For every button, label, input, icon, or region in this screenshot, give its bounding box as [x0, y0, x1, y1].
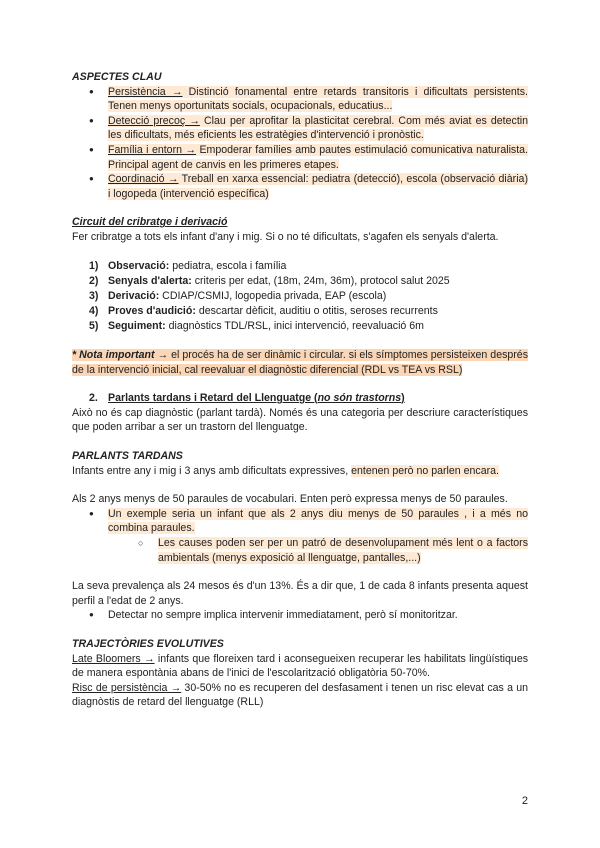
circuit-intro: Fer cribratge a tots els infant d'any i mig. Si o no té dificultats, s'agafen els senyals d'alerta. [72, 230, 499, 243]
parlants-list-2 [72, 608, 528, 623]
trajectory-persistence: Risc de persistència → 30-50% no es recuperen del desfasament i tenen un risc elevat cas a un diagnòstis de retard del llenguatge (RLL) [72, 681, 528, 709]
section-2-heading: 2. Parlants tardans i Retard del Llenguatge (no són trastorns) [89, 392, 405, 405]
list-item: ● Coordinació → Treball en xarxa essencial: pediatra (detecció), escola (observació diària) i logopeda (intervenció específica) [72, 172, 528, 201]
page-number: 2 [521, 795, 528, 807]
parlants-list [72, 507, 528, 565]
list-item: 1) Observació: pediatra, escola i família [89, 259, 287, 272]
list-item: ● Un exemple seria un infant que als 2 anys diu menys de 50 paraules , i a més no combina paraules. ○ Les causes poden ser per un patró de desenvolupament més lent o a factors ambientals (menys exposició al llenguatge, pantalles,...) [72, 507, 528, 565]
list-item: ● Detectar no sempre implica intervenir immediatament, però sí monitoritzar. [72, 608, 528, 623]
important-note: * Nota important → el procés ha de ser dinàmic i circular. si els símptomes persisteixen després de la intervenció inicial, cal reevaluar el diagnòstic diferencial (RDL vs TEA vs RSL) [72, 349, 528, 376]
list-item: ● Persistència → Distinció fonamental entre retards transitoris i dificultats persistents. Tenen menys oportunitats socials, ocupacionals, educatius... [72, 85, 528, 114]
circuit-heading: Circuit del cribratge i derivació [72, 216, 228, 229]
list-item: 4) Proves d'audició: descartar dèficit, auditiu o otitis, seroses recurrents [89, 304, 438, 317]
list-item: 2) Senyals d'alerta: criteris per edat, (18m, 24m, 36m), protocol salut 2025 [89, 274, 450, 287]
aspectes-heading: ASPECTES CLAU [72, 71, 162, 83]
trajectory-late-bloomers: Late Bloomers → infants que floreixen tard i aconsegueixen recuperar les habilitats lingüístiques de manera espontània abans de l'inici de l'escolarització obligatòria 50-70%. [72, 652, 529, 680]
section-2-text: Això no és cap diagnòstic (parlant tardà). Només és una categoria per descriure característiques que poden arribar a ser un trastorn del llenguatge. [72, 406, 528, 434]
list-item: 3) Derivació: CDIAP/CSMIJ, logopedia privada, EAP (escola) [89, 289, 387, 302]
parlants-p1: Infants entre any i mig i 3 anys amb dificultats expressives, entenen però no parlen encara. [72, 464, 499, 477]
parlants-heading: PARLANTS TARDANS [72, 449, 183, 462]
list-item: ○ Les causes poden ser per un patró de desenvolupament més lent o a factors ambientals (menys exposició al llenguatge, pantalles,...) [72, 536, 528, 565]
document-page [72, 70, 528, 710]
list-item: ● Detecció precoç → Clau per aprofitar la plasticitat cerebral. Com més aviat es detectin les dificultats, més eficients les estratègies d'intervenció i pronòstic. [72, 114, 528, 143]
list-item: ● Família i entorn → Empoderar famílies amb pautes estimulació comunicativa naturalista. Principal agent de canvis en les primeres etapes. [72, 143, 528, 172]
parlants-sublist [72, 536, 528, 565]
list-item: 5) Seguiment: diagnòstics TDL/RSL, inici intervenció, reevaluació 6m [89, 319, 424, 332]
parlants-p2: Als 2 anys menys de 50 paraules de vocabulari. Enten però expressa menys de 50 paraules. [72, 493, 508, 506]
trajectories-heading: TRAJECTÒRIES EVOLUTIVES [72, 637, 224, 650]
parlants-p3: La seva prevalença als 24 mesos és d'un 13%. És a dir que, 1 de cada 8 infants presenta aquest perfil a l'edat de 2 anys. [72, 580, 528, 607]
circuit-steps [72, 259, 528, 334]
aspectes-list [72, 85, 528, 202]
